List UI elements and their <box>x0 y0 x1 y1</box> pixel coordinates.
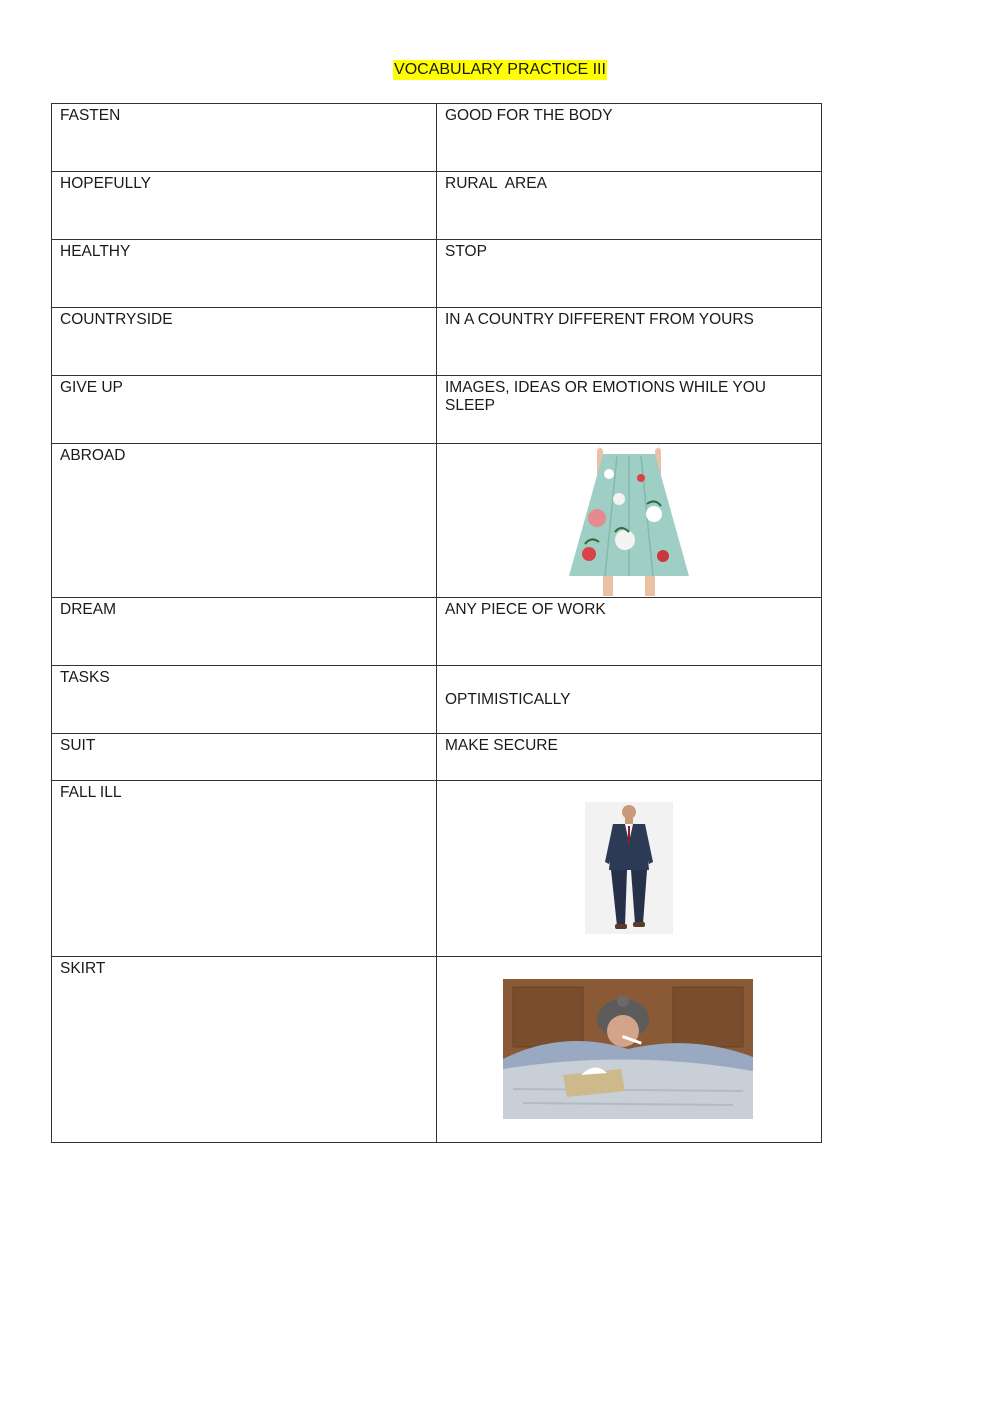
table-row <box>52 598 822 666</box>
word-cell: ABROAD <box>52 444 437 598</box>
word-cell: SUIT <box>52 734 437 781</box>
vocabulary-table <box>51 103 822 1143</box>
definition-cell: STOP <box>437 240 822 308</box>
definition-cell: IN A COUNTRY DIFFERENT FROM YOURS <box>437 308 822 376</box>
table-row <box>52 734 822 781</box>
word-cell: COUNTRYSIDE <box>52 308 437 376</box>
definition-cell: MAKE SECURE <box>437 734 822 781</box>
table-row <box>52 240 822 308</box>
word-cell: TASKS <box>52 666 437 734</box>
definition-cell <box>437 666 822 734</box>
table-row <box>52 376 822 444</box>
word-cell: DREAM <box>52 598 437 666</box>
table-row <box>52 666 822 734</box>
definition-cell: GOOD FOR THE BODY <box>437 104 822 172</box>
definition-text: OPTIMISTICALLY <box>445 691 571 708</box>
picture-cell <box>437 957 822 1143</box>
title-wrap <box>0 60 1000 80</box>
word-cell: HOPEFULLY <box>52 172 437 240</box>
table-row <box>52 781 822 957</box>
floral-skirt-image <box>559 444 699 596</box>
definition-cell: IMAGES, IDEAS OR EMOTIONS WHILE YOU SLEEP <box>437 376 822 444</box>
table-row <box>52 104 822 172</box>
word-cell: FALL ILL <box>52 781 437 957</box>
table-row <box>52 444 822 598</box>
man-in-suit-image <box>585 802 673 934</box>
table-row <box>52 172 822 240</box>
definition-cell: RURAL AREA <box>437 172 822 240</box>
picture-cell <box>437 781 822 957</box>
definition-cell: ANY PIECE OF WORK <box>437 598 822 666</box>
page-title: VOCABULARY PRACTICE III <box>394 61 606 78</box>
table-row <box>52 957 822 1143</box>
table-row <box>52 308 822 376</box>
word-cell: SKIRT <box>52 957 437 1143</box>
sick-man-in-bed-image <box>503 979 753 1119</box>
word-cell: GIVE UP <box>52 376 437 444</box>
word-cell: HEALTHY <box>52 240 437 308</box>
word-cell: FASTEN <box>52 104 437 172</box>
picture-cell <box>437 444 822 598</box>
